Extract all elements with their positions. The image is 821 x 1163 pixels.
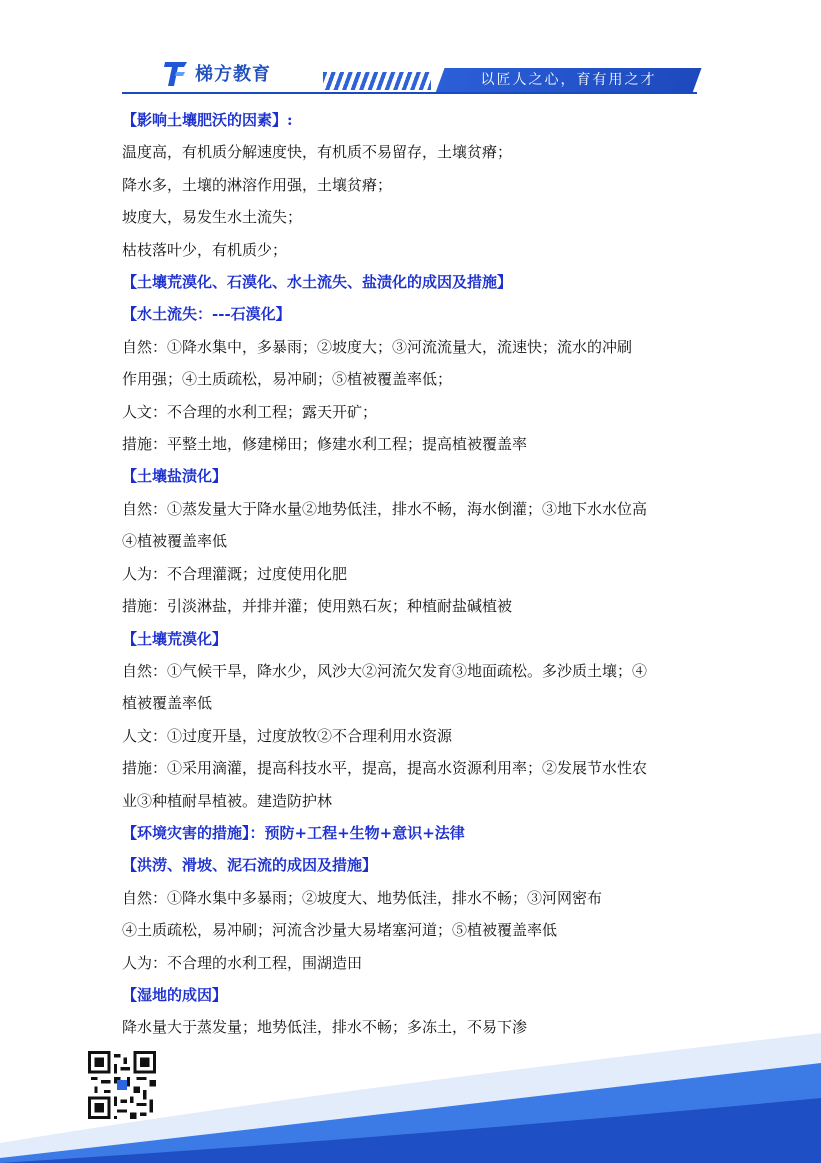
section-heading: 【环境灾害的措施】：预防+工程+生物+意识+法律 xyxy=(122,823,465,842)
header-divider xyxy=(122,92,697,94)
slogan-text: 以匠人之心，育有用之才 xyxy=(480,72,657,88)
text-line: 自然：①降水集中多暴雨；②坡度大、地势低洼，排水不畅；③河网密布 xyxy=(122,888,603,907)
text-line: 人文：不合理的水利工程；露天开矿； xyxy=(122,402,378,421)
section-heading: 【水土流失：---石漠化】 xyxy=(122,305,291,324)
text-line: 坡度大，易发生水土流失； xyxy=(122,208,303,227)
text-line: 温度高，有机质分解速度快，有机质不易留存，土壤贫瘠； xyxy=(122,143,513,162)
text-line: 措施：引淡淋盐，并排并灌；使用熟石灰；种植耐盐碱植被 xyxy=(122,597,513,616)
header-stripes xyxy=(323,72,431,90)
document-body xyxy=(122,104,712,1044)
text-line: 人文：①过度开垦，过度放牧②不合理利用水资源 xyxy=(122,726,453,745)
text-line: 人为：不合理的水利工程，围湖造田 xyxy=(122,953,363,972)
text-line: 作用强；④土质疏松，易冲刷；⑤植被覆盖率低； xyxy=(122,370,453,389)
brand-mark-icon xyxy=(163,58,189,88)
text-line: 降水多，土壤的淋溶作用强，土壤贫瘠； xyxy=(122,175,393,194)
text-line: 措施：①采用滴灌，提高科技水平，提高，提高水资源利用率；②发展节水性农 xyxy=(122,759,648,778)
text-line: 措施：平整土地，修建梯田；修建水利工程；提高植被覆盖率 xyxy=(122,435,528,454)
section-heading: 【土壤荒漠化】 xyxy=(122,629,228,648)
text-line: 人为：不合理灌溉；过度使用化肥 xyxy=(122,564,348,583)
section-heading: 【洪涝、滑坡、泥石流的成因及措施】 xyxy=(122,856,378,875)
text-line: 植被覆盖率低 xyxy=(122,694,213,713)
text-line: 业③种植耐旱植被。建造防护林 xyxy=(122,791,333,810)
brand-logo xyxy=(163,58,271,88)
text-line: 降水量大于蒸发量；地势低洼，排水不畅；多冻土，不易下渗 xyxy=(122,1018,528,1037)
section-heading: 【湿地的成因】 xyxy=(122,985,228,1004)
brand-name: 梯方教育 xyxy=(195,64,271,85)
section-heading: 【影响土壤肥沃的因素】: xyxy=(122,111,293,129)
text-line: ④土质疏松，易冲刷；河流含沙量大易堵塞河道；⑤植被覆盖率低 xyxy=(122,921,558,940)
text-line: 自然：①降水集中，多暴雨；②坡度大；③河流流量大，流速快；流水的冲刷 xyxy=(122,337,633,356)
text-line: 自然：①气候干旱，降水少，风沙大②河流欠发育③地面疏松。多沙质土壤；④ xyxy=(122,661,648,680)
page-header xyxy=(0,0,821,100)
section-heading: 【土壤盐渍化】 xyxy=(122,467,228,486)
text-line: 枯枝落叶少，有机质少； xyxy=(122,240,288,259)
qr-code xyxy=(88,1051,156,1119)
section-heading: 【土壤荒漠化、石漠化、水土流失、盐渍化的成因及措施】 xyxy=(122,273,513,292)
text-line: 自然：①蒸发量大于降水量②地势低洼，排水不畅，海水倒灌；③地下水水位高 xyxy=(122,499,648,518)
text-line: ④植被覆盖率低 xyxy=(122,532,228,551)
